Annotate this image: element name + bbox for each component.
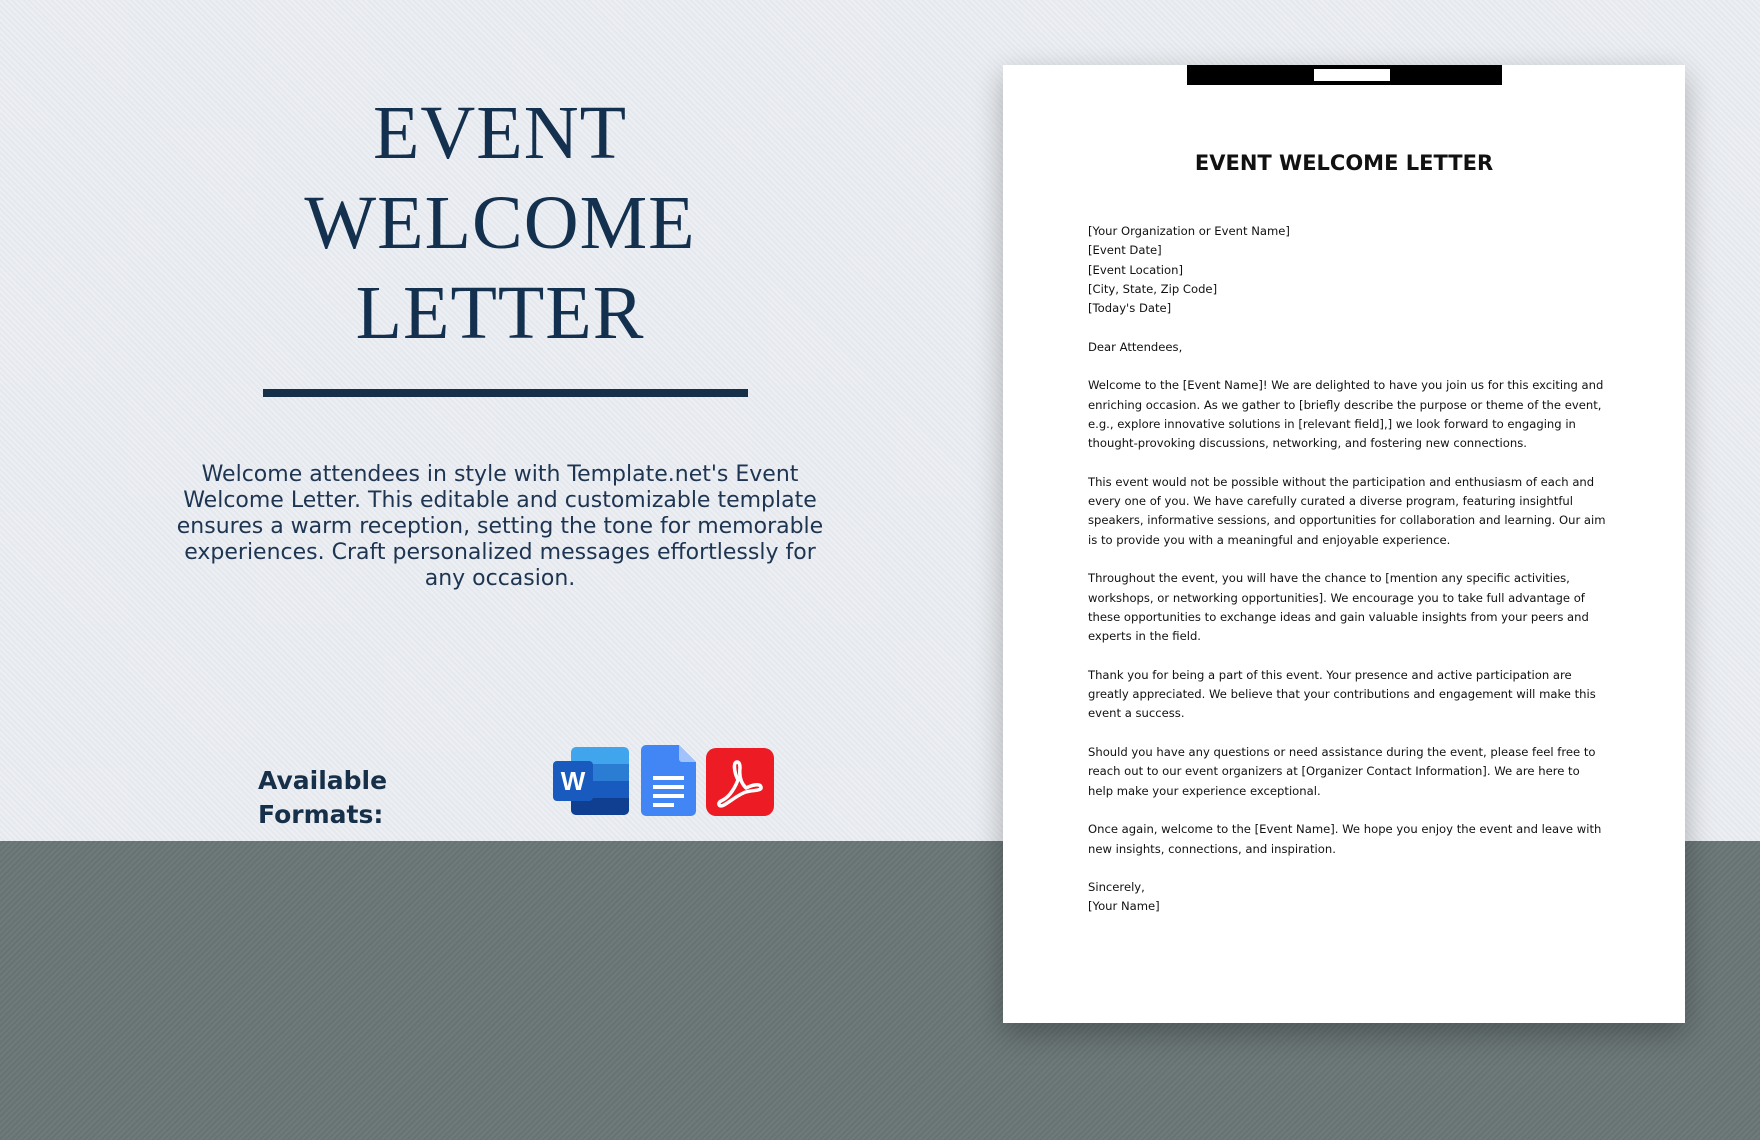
promo-title-line-2: WELCOME xyxy=(304,181,696,265)
google-docs-icon[interactable] xyxy=(641,745,696,816)
letter-signoff xyxy=(1088,878,1608,917)
header-city-state-zip: [City, State, Zip Code] xyxy=(1088,281,1218,296)
letter-paragraph-6: Once again, welcome to the [Event Name]. We hope you enjoy the event and leave with new insights, connections, and inspiration. xyxy=(1088,822,1602,856)
word-icon-letter: W xyxy=(560,766,586,796)
promo-title-line-1: EVENT xyxy=(372,91,628,175)
promo-title xyxy=(200,88,800,358)
header-organization: [Your Organization or Event Name] xyxy=(1088,224,1290,238)
letter-body xyxy=(1088,222,1608,917)
letter-paragraph-2: This event would not be possible without the participation and enthusiasm of each and every one of you. We have carefully curated a diverse program, featuring insightful speakers, informative sessions, and opportunities for collaboration and learning. Our aim is to provide you with a meaningful and enjoyable experience. xyxy=(1088,474,1606,547)
letter-title: EVENT WELCOME LETTER xyxy=(1194,151,1494,175)
pdf-icon[interactable] xyxy=(706,748,774,816)
letter-paragraph-5: Should you have any questions or need assistance during the event, please feel free to reach out to our event organizers at [Organizer Contact Information]. We are here to help make your experience exceptional. xyxy=(1088,745,1596,798)
letter-header-block xyxy=(1088,222,1608,318)
word-icon[interactable] xyxy=(553,747,629,815)
letter-paragraph-4: Thank you for being a part of this event. Your presence and active participation are greatly appreciated. We believe that your contributions and engagement will make this event a success. xyxy=(1088,667,1596,721)
promo-title-line-3: LETTER xyxy=(355,271,645,355)
header-event-location: [Event Location] xyxy=(1088,262,1183,277)
letter-paragraph-3: Throughout the event, you will have the chance to [mention any specific activities, workshops, or networking opportunities]. We encourage you to take full advantage of these opportunities to exchange ideas and gain valuable insights from your peers and experts in the field. xyxy=(1088,571,1589,644)
header-event-date: [Event Date] xyxy=(1088,243,1162,258)
header-todays-date: [Today's Date] xyxy=(1088,301,1172,316)
letter-closing: Sincerely, xyxy=(1088,880,1145,895)
letter-paragraph-1: Welcome to the [Event Name]! We are delighted to have you join us for this exciting and enriching occasion. As we gather to [briefly describe the purpose or theme of the event, e.g., explore innovative solutions in [relevant field],] we look forward to engaging in thought-provoking discussions, networking, and fostering new connections. xyxy=(1088,378,1604,451)
title-divider xyxy=(263,389,748,397)
promo-description: Welcome attendees in style with Template.net's Event Welcome Letter. This editable and customizable template ensures a warm reception, setting the tone for memorable experiences. Craft personalized messages effortlessly for any occasion. xyxy=(176,462,824,591)
letter-salutation: Dear Attendees, xyxy=(1088,339,1183,354)
letter-signature: [Your Name] xyxy=(1088,899,1160,914)
sheet-top-slot xyxy=(1314,69,1390,81)
available-formats-label: Available Formats: xyxy=(258,766,388,829)
